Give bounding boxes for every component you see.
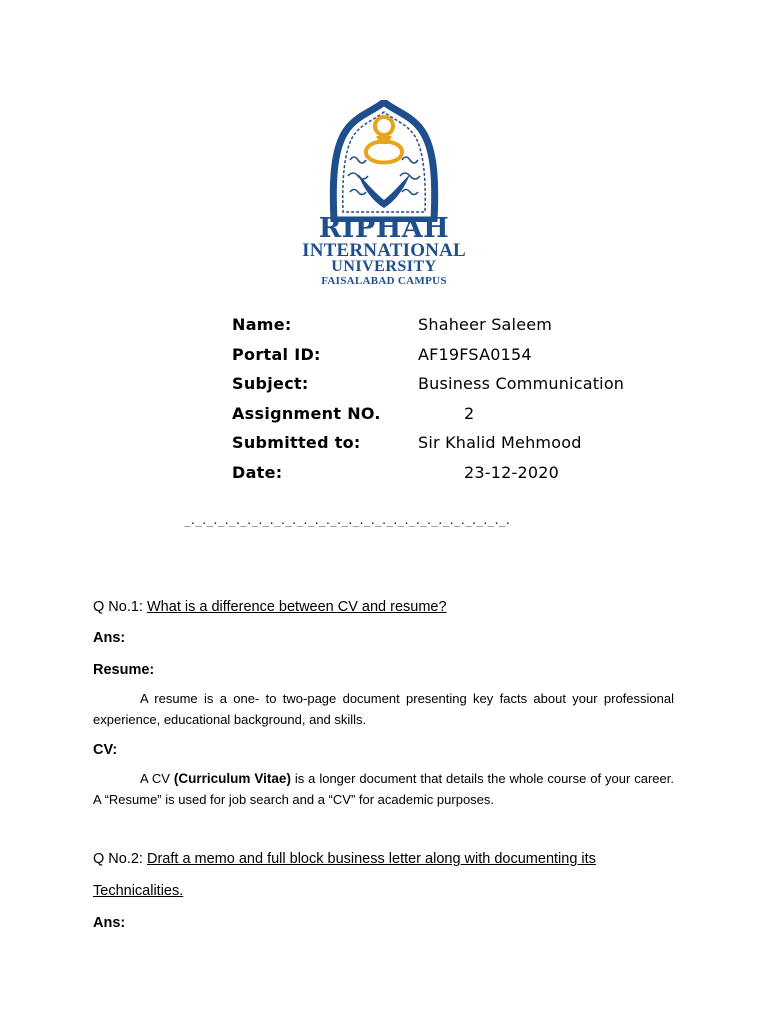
cv-heading: CV:: [93, 742, 118, 758]
info-value: Business Communication: [418, 374, 625, 394]
info-label: Assignment NO.: [232, 403, 381, 423]
answer-label: Ans:: [93, 915, 126, 931]
info-value: Sir Khalid Mehmood: [418, 433, 582, 453]
logo-riphah-text: RIPHAH: [318, 213, 450, 244]
logo-university-text: UNIVERSITY: [331, 258, 437, 275]
question-prefix: Q No.1:: [93, 599, 143, 615]
logo-international-text: INTERNATIONAL: [302, 240, 466, 261]
university-logo: [292, 100, 476, 292]
question-text-line1: Draft a memo and full block business letter along with documenting its: [147, 851, 596, 867]
answer-label: Ans:: [93, 630, 126, 646]
question-text: What is a difference between CV and resume?: [147, 599, 447, 615]
question-2-continued: [93, 883, 183, 899]
question-2: [93, 851, 596, 867]
resume-heading: Resume:: [93, 662, 155, 678]
question-1: [93, 599, 447, 615]
question-prefix: Q No.2:: [93, 851, 143, 867]
logo-campus-text: FAISALABAD CAMPUS: [321, 275, 447, 287]
info-value: AF19FSA0154: [418, 344, 532, 364]
cv-text-bold: (Curriculum Vitae): [173, 771, 291, 786]
info-label: Submitted to:: [232, 433, 361, 453]
info-label: Date:: [232, 462, 283, 482]
info-label: Subject:: [232, 374, 309, 394]
riphah-crest-icon: [314, 100, 454, 222]
info-value: Shaheer Saleem: [418, 315, 553, 334]
dashed-separator: _._._._._._._._._._._._._._._._._._._._._._._._._._._._._.: [184, 514, 511, 527]
cv-text-part: A CV: [140, 771, 174, 786]
info-label: Name:: [232, 315, 292, 334]
info-value: 2: [464, 403, 475, 423]
info-value: 23-12-2020: [464, 462, 559, 482]
info-label: Portal ID:: [232, 344, 321, 364]
resume-paragraph: A resume is a one- to two-page document presenting key facts about your professional experience, educational background, and skills.: [93, 691, 674, 727]
cv-paragraph: [93, 769, 674, 810]
cv-text-part: is a longer document that details the whole course of your career. A “Resume” is used for job search and a “CV” for academic purposes.: [93, 771, 674, 807]
question-text-line2: Technicalities.: [93, 883, 184, 899]
